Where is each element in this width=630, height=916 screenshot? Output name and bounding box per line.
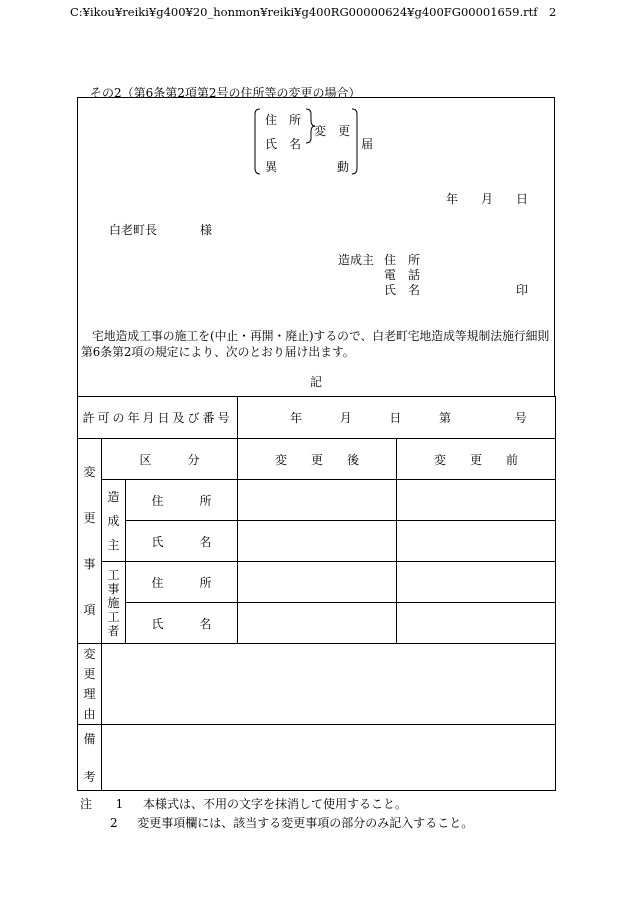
zouseinushi-label: 造 成 主 <box>102 480 126 562</box>
koji-address-before[interactable] <box>397 562 556 603</box>
applicant-role: 造成主 <box>338 253 375 267</box>
date-year: 年 <box>446 192 459 206</box>
note-1-text: 本様式は、不用の文字を抹消して使用すること。 <box>142 797 407 811</box>
permit-dai: 第 <box>439 411 452 425</box>
title-item-name: 氏 名 <box>265 137 302 151</box>
zouseinushi-address-after[interactable] <box>238 480 397 521</box>
header-after: 変 更 後 <box>238 439 397 480</box>
note-2-number: 2 <box>110 816 118 830</box>
date-day: 日 <box>516 192 529 206</box>
body-text-line2: 第6条第2項の規定により、次のとおり届け出ます。 <box>81 345 355 359</box>
header-before: 変 更 前 <box>397 439 556 480</box>
date-month: 月 <box>481 192 494 206</box>
zouseinushi-name-before[interactable] <box>397 521 556 562</box>
koji-name-before[interactable] <box>397 603 556 644</box>
applicant-phone-label: 電 話 <box>384 268 421 282</box>
reason-label: 変 更 理 由 <box>78 644 102 725</box>
title-item-change: 異 動 <box>265 160 350 174</box>
koji-address-label: 住 所 <box>126 562 238 603</box>
applicant-address-label: 住 所 <box>384 253 421 267</box>
body-text-line1: 宅地造成工事の施工を(中止・再開・廃止)するので、白老町宅地造成等規制法施行細則 <box>92 329 550 343</box>
remarks-label: 備 考 <box>78 725 102 791</box>
note-1 <box>80 795 407 812</box>
ki-mark: 記 <box>310 375 323 389</box>
addressee-name: 白老町長 <box>109 223 158 237</box>
note-2 <box>110 814 473 831</box>
title-item-address: 住 所 <box>265 113 302 127</box>
permit-go: 号 <box>514 411 527 425</box>
zouseinushi-name-after[interactable] <box>238 521 397 562</box>
koji-name-after[interactable] <box>238 603 397 644</box>
file-path-header: C:¥ikou¥reiki¥g400¥20_honmon¥reiki¥g400RG00000624¥g400FG00001659.rtf 2 <box>70 5 557 19</box>
title-todoke: 届 <box>361 137 374 151</box>
header-kubun: 区 分 <box>102 439 238 480</box>
note-2-text: 変更事項欄には、該当する変更事項の部分のみ記入すること。 <box>137 816 474 830</box>
koji-address-after[interactable] <box>238 562 397 603</box>
permit-day: 日 <box>389 411 402 425</box>
addressee-sama: 様 <box>200 223 213 237</box>
permit-year: 年 <box>290 411 303 425</box>
zouseinushi-name-label: 氏 名 <box>126 521 238 562</box>
change-items-label: 変 更 事 項 <box>78 439 102 644</box>
koji-name-label: 氏 名 <box>126 603 238 644</box>
reason-field[interactable] <box>102 644 556 725</box>
zouseinushi-address-before[interactable] <box>397 480 556 521</box>
change-table <box>77 396 556 791</box>
applicant-name-label: 氏 名 <box>384 283 421 297</box>
form-caption: その2（第6条第2項第2号の住所等の変更の場合） <box>90 86 361 100</box>
title-henko: 変 更 <box>314 124 351 138</box>
note-1-number: 1 <box>115 797 124 811</box>
permit-label: 許可の年月日及び番号 <box>78 397 238 439</box>
note-prefix: 注 <box>80 797 93 811</box>
permit-month: 月 <box>339 411 352 425</box>
zouseinushi-address-label: 住 所 <box>126 480 238 521</box>
seal-mark: 印 <box>516 283 529 297</box>
permit-value <box>238 397 556 439</box>
remarks-field[interactable] <box>102 725 556 791</box>
koji-seko-label: 工 事 施 工 者 <box>102 562 126 644</box>
